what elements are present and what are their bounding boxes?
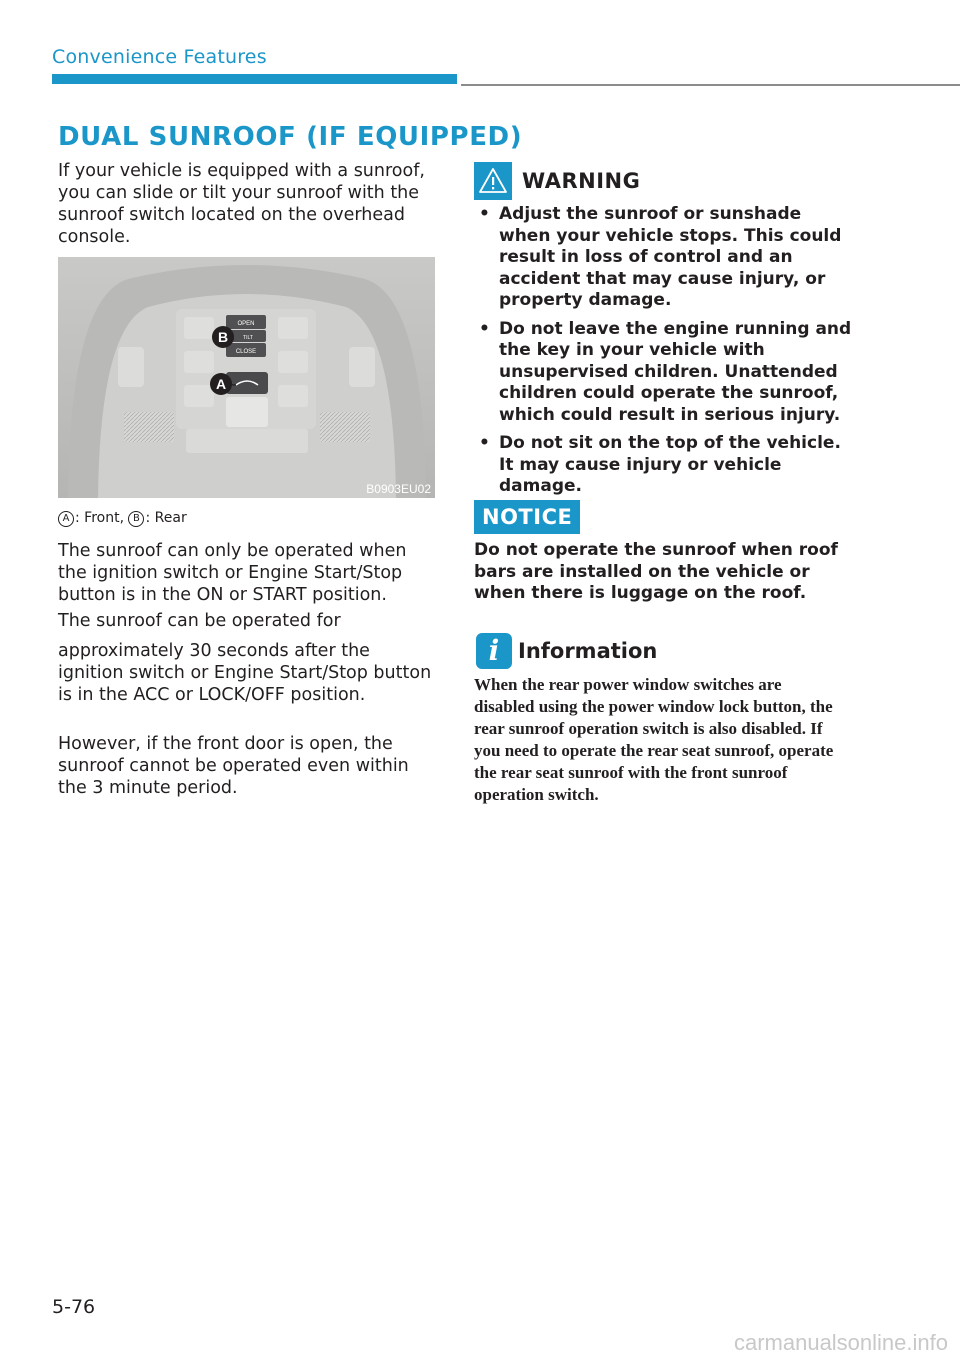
figure-code: B0903EU02 xyxy=(366,482,431,496)
warning-list xyxy=(477,204,857,505)
marker-b-text: B xyxy=(217,329,229,345)
warning-label: WARNING xyxy=(522,169,641,193)
switch-open-text: OPEN xyxy=(237,321,255,327)
body-paragraph-1: The sunroof can only be operated when the ignition switch or Engine Start/Stop button is in the ON or START position. xyxy=(58,541,407,605)
marker-a-text: A xyxy=(215,376,227,392)
body-paragraph-4: However, if the front door is open, the sunroof cannot be operated even within the 3 minute period. xyxy=(58,734,409,798)
page-number: 5-76 xyxy=(52,1296,96,1318)
warning-triangle-icon xyxy=(474,162,512,200)
switch-tilt-text: TILT xyxy=(243,335,253,341)
figure-caption xyxy=(58,510,187,527)
warning-item: • Do not leave the engine running and the key in your vehicle with unsupervised children. Unattended children could operate the sunroof, which could result in serious injury. xyxy=(477,319,857,427)
caption-b-text: : Rear xyxy=(145,510,187,526)
section-header: Convenience Features xyxy=(52,46,267,68)
switch-close-text: CLOSE xyxy=(235,349,257,355)
intro-paragraph: If your vehicle is equipped with a sunroof, you can slide or tilt your sunroof with the sunroof switch located on the overhead console. xyxy=(58,161,425,247)
body-paragraph-2: The sunroof can be operated for xyxy=(58,611,341,631)
header-gray-rule xyxy=(461,84,960,86)
sunroof-console-figure xyxy=(58,257,435,498)
warning-header xyxy=(474,162,640,200)
watermark: carmanualsonline.info xyxy=(733,1330,948,1355)
body-paragraph-3: approximately 30 seconds after the ignition switch or Engine Start/Stop button is in the ACC or LOCK/OFF position. xyxy=(58,641,432,705)
caption-b-letter: B xyxy=(128,511,144,527)
overhead-console-illustration xyxy=(58,257,435,498)
caption-a-letter: A xyxy=(58,511,74,527)
header-accent-rule xyxy=(52,74,457,84)
information-header xyxy=(476,631,657,671)
notice-label: NOTICE xyxy=(474,500,580,534)
notice-text: Do not operate the sunroof when roof bars are installed on the vehicle or when there is luggage on the roof. xyxy=(474,540,838,603)
information-text: When the rear power window switches are disabled using the power window lock button, the rear sunroof operation switch is also disabled. If you need to operate the rear seat sunroof, operate the rear seat sunroof with the front sunroof operation switch. xyxy=(474,675,834,804)
info-icon: i xyxy=(476,633,512,669)
warning-item: • Do not sit on the top of the vehicle. It may cause injury or vehicle damage. xyxy=(477,433,857,498)
information-label: Information xyxy=(518,639,658,663)
warning-item: • Adjust the sunroof or sunshade when your vehicle stops. This could result in loss of control and an accident that may cause injury, or property damage. xyxy=(477,204,857,312)
caption-a-text: : Front, xyxy=(75,510,129,526)
page-title: DUAL SUNROOF (IF EQUIPPED) xyxy=(58,122,523,152)
